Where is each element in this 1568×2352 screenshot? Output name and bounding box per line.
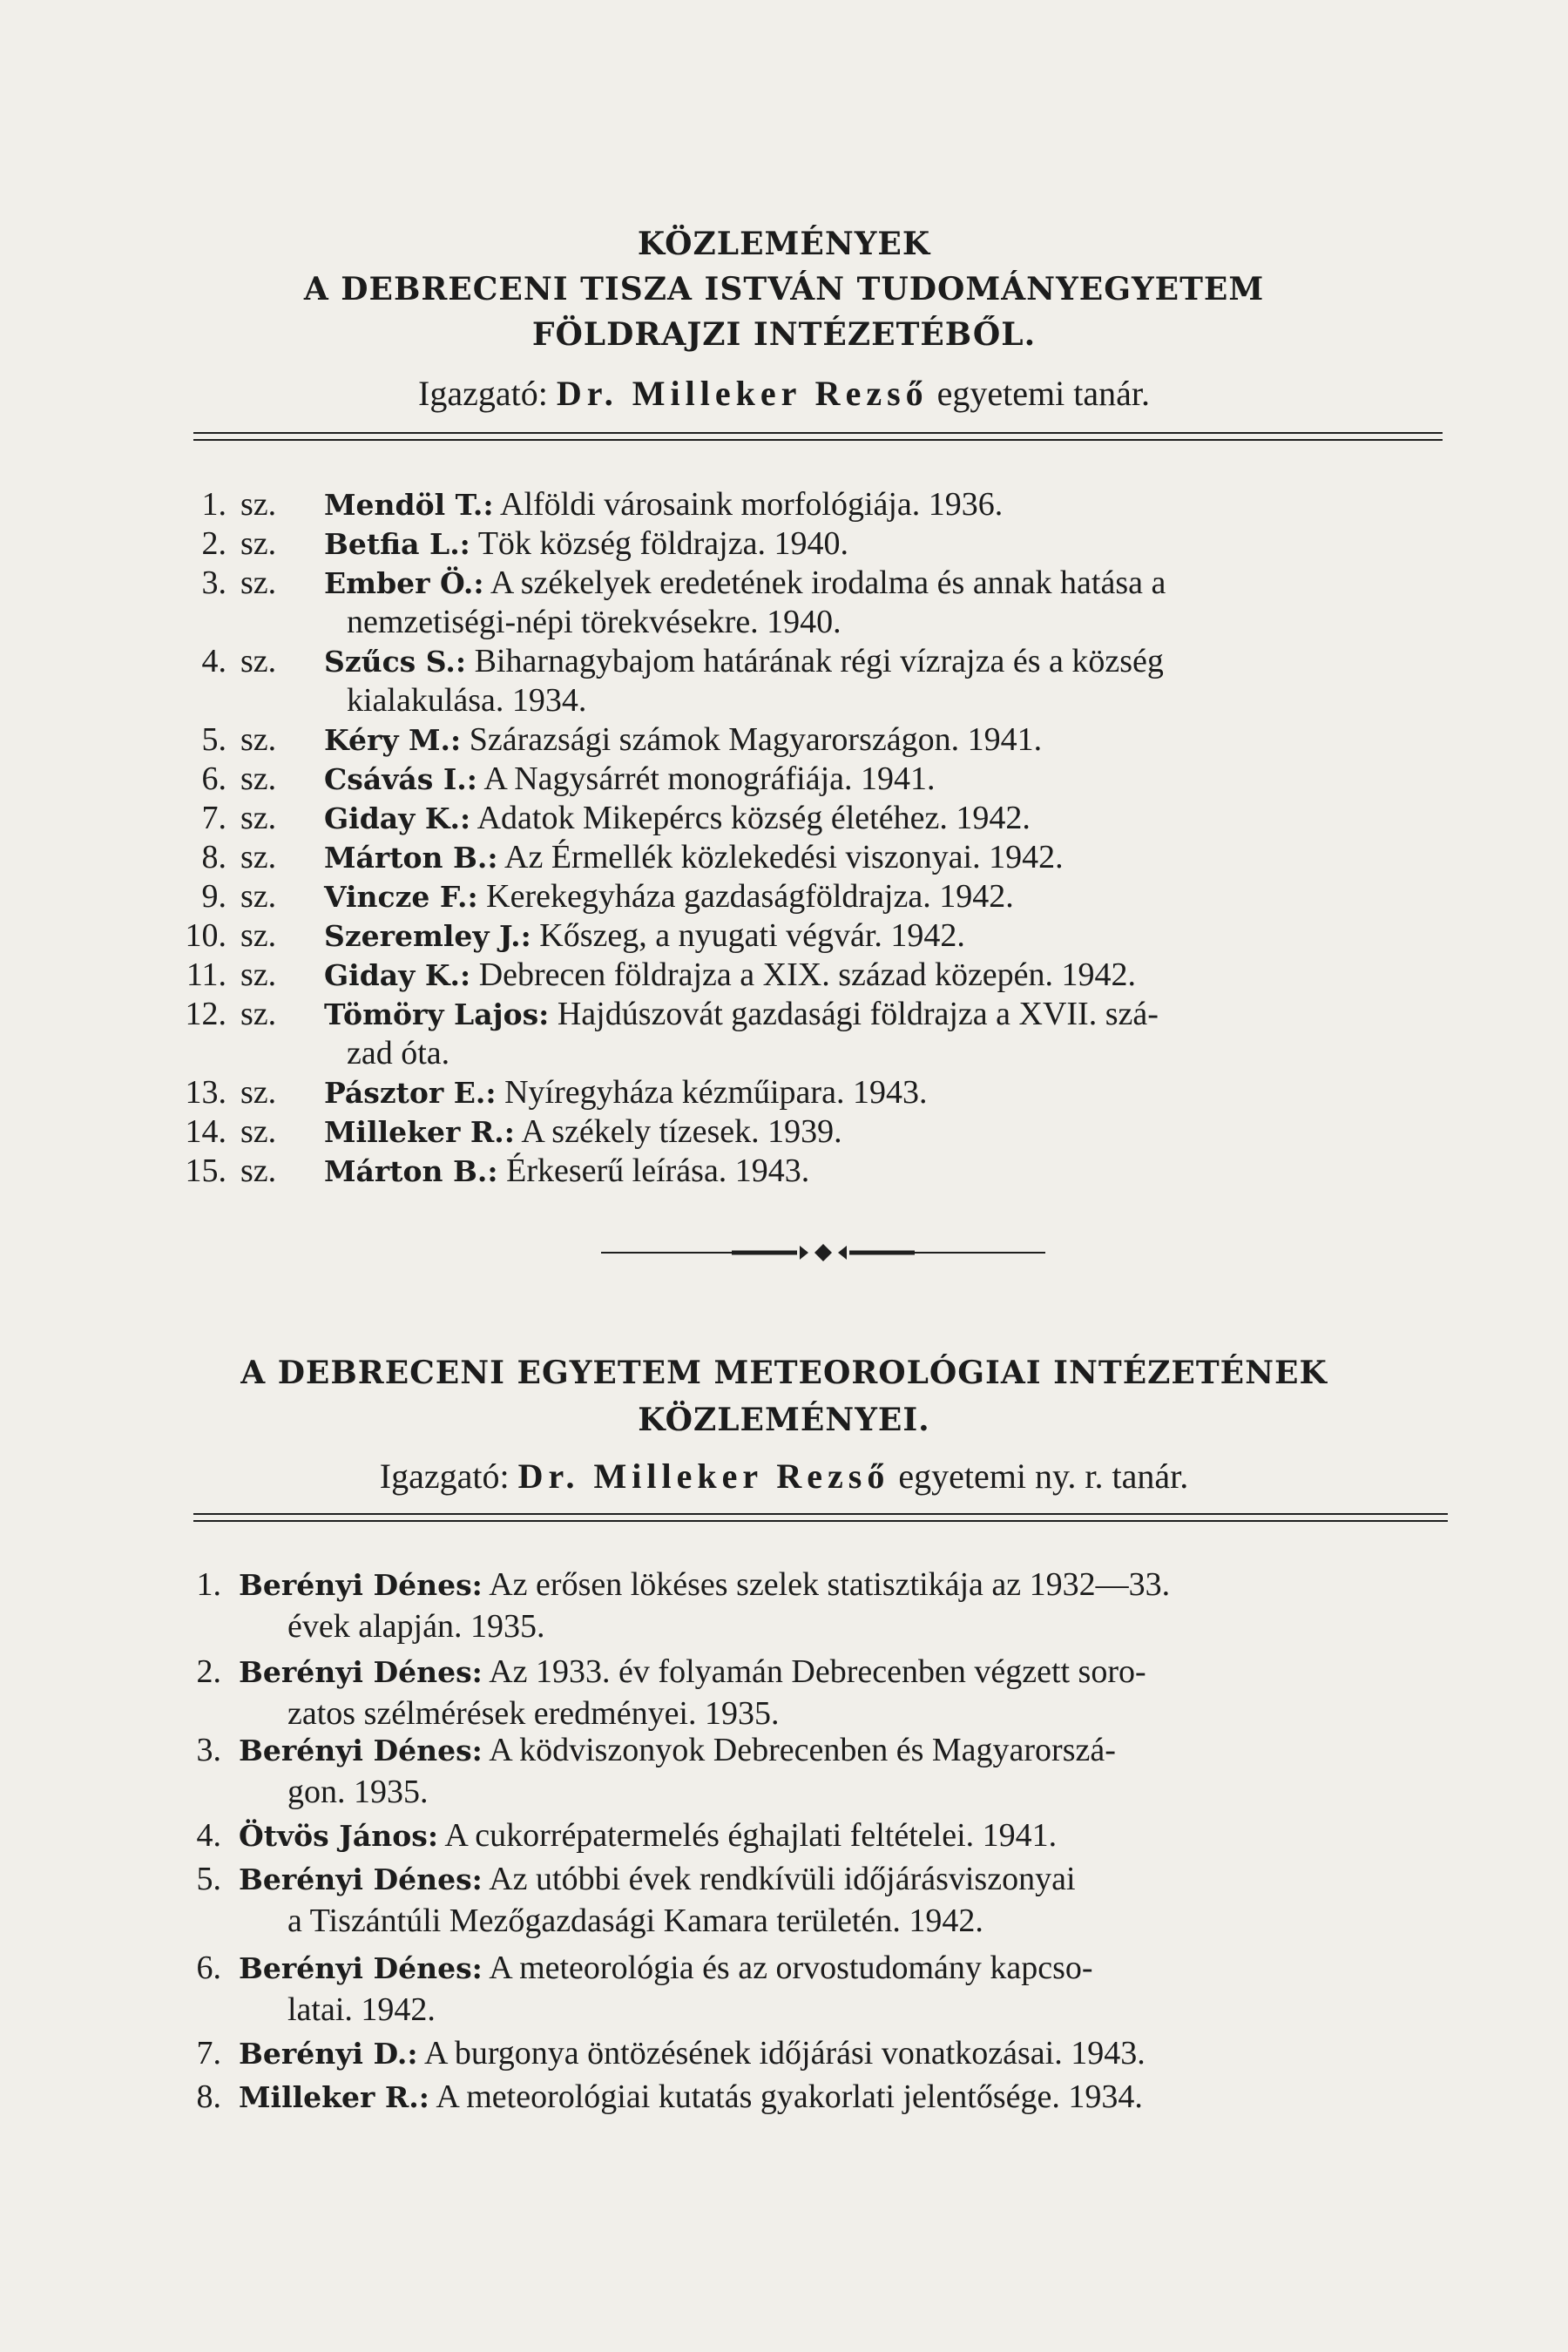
item-series-label: sz. [240,486,277,523]
item-title: Nyíregyháza kézműipara. 1943. [504,1074,928,1111]
section2-title-line1: A DEBRECENI EGYETEM METEOROLÓGIAI INTÉZETÉNEK [240,1355,1328,1391]
item-number: 9. [201,878,226,915]
section1-director [0,376,1568,411]
item-series-label: sz. [240,996,277,1032]
item-author: Mendöl T.: [324,488,494,522]
director-title: egyetemi ny. r. tanár. [898,1456,1189,1496]
item-title: Kőszeg, a nyugati végvár. 1942. [539,917,965,954]
item-author: Szeremley J.: [324,919,531,953]
item-number: 14. [185,1113,226,1150]
item-title: Debrecen földrajza a XIX. század közepén. 1942. [478,956,1137,993]
item-author: Ötvös János: [239,1819,439,1853]
item-author: Márton B.: [324,1154,498,1188]
item-title: A ködviszonyok Debrecenben és Magyarorszá- [489,1732,1116,1768]
item-title: Alföldi városaink morfológiája. 1936. [500,486,1004,523]
item-number: 8. [201,839,226,875]
item-number: 10. [185,917,226,954]
item-entry [239,1734,1116,1767]
item-author: Betfia L.: [324,527,470,561]
director-name: Dr. Milleker Rezső [517,1456,890,1496]
item-author: Giday K.: [324,958,471,992]
item-entry [324,1076,927,1109]
item-author: Ember Ö.: [324,566,484,600]
item-number: 4. [196,1817,221,1854]
item-author: Pásztor E.: [324,1076,497,1110]
item-entry [324,762,936,795]
item-title: Tök község földrajza. 1940. [477,525,848,562]
item-entry [324,919,965,952]
item-number: 15. [185,1152,226,1189]
director-label: Igazgató: [379,1456,510,1496]
item-title: A Nagysárrét monográfiája. 1941. [483,760,936,797]
item-series-label: sz. [240,760,277,797]
section1-title-line3: FÖLDRAJZI INTÉZETÉBŐL. [531,316,1037,353]
item-series-label: sz. [240,564,277,601]
item-title: A burgonya öntözésének időjárási vonatkozásai. 1943. [423,2035,1146,2072]
item-author: Csávás I.: [324,762,477,796]
item-series-label: sz. [240,878,277,915]
item-title: Kerekegyháza gazdaságföldrajza. 1942. [486,878,1014,915]
item-author: Tömöry Lajos: [324,997,550,1031]
item-author: Berényi Dénes: [239,1568,483,1602]
item-continuation: kialakulása. 1934. [347,682,587,719]
item-series-label: sz. [240,643,277,679]
director-name: Dr. Milleker Rezső [556,374,929,413]
item-title: Az utóbbi évek rendkívüli időjárásviszonyai [489,1861,1076,1897]
item-continuation: zatos szélmérések eredményei. 1935. [287,1695,780,1732]
item-entry [239,1862,1076,1896]
item-series-label: sz. [240,800,277,836]
item-series-label: sz. [240,956,277,993]
item-title: A meteorológia és az orvostudomány kapcso- [489,1950,1093,1986]
item-entry [239,1655,1146,1688]
item-series-label: sz. [240,1113,277,1150]
item-entry [239,2080,1143,2113]
item-title: Érkeserű leírása. 1943. [506,1152,810,1189]
item-series-label: sz. [240,917,277,954]
section2-rule-bottom [193,1520,1448,1522]
item-number: 2. [196,1653,221,1690]
item-number: 3. [196,1732,221,1768]
item-series-label: sz. [240,1152,277,1189]
item-number: 6. [196,1950,221,1986]
item-number: 7. [201,800,226,836]
item-entry [324,880,1014,913]
item-number: 12. [185,996,226,1032]
item-number: 13. [185,1074,226,1111]
item-series-label: sz. [240,839,277,875]
item-entry [239,1951,1093,1984]
item-entry [239,1568,1170,1601]
item-author: Szűcs S.: [324,645,467,679]
item-title: A meteorológiai kutatás gyakorlati jelentősége. 1934. [436,2078,1143,2115]
director-title: egyetemi tanár. [936,374,1150,413]
item-entry [324,527,848,560]
item-entry [324,723,1042,756]
item-entry [324,841,1064,874]
item-entry [324,1154,809,1187]
section2-rule-top [193,1513,1448,1515]
item-continuation: latai. 1942. [287,1991,436,2028]
section1-title-line2: A DEBRECENI TISZA ISTVÁN TUDOMÁNYEGYETEM [303,271,1265,308]
section2-title-line2: KÖZLEMÉNYEI. [638,1402,930,1438]
item-number: 7. [196,2035,221,2072]
item-title: A székely tízesek. 1939. [521,1113,842,1150]
item-author: Berényi Dénes: [239,1734,483,1767]
item-entry [324,645,1164,678]
item-author: Berényi Dénes: [239,1655,483,1689]
item-continuation: nemzetiségi-népi törekvésekre. 1940. [347,604,841,640]
item-entry [324,566,1166,599]
item-title: Az Érmellék közlekedési viszonyai. 1942. [504,839,1064,875]
item-entry [239,2037,1146,2070]
item-series-label: sz. [240,1074,277,1111]
item-continuation: a Tiszántúli Mezőgazdasági Kamara területén. 1942. [287,1903,983,1939]
item-author: Berényi D.: [239,2037,418,2071]
item-title: Hajdúszovát gazdasági földrajza a XVII. szá- [557,996,1159,1032]
item-series-label: sz. [240,525,277,562]
section2-director [0,1456,1568,1496]
item-author: Milleker R.: [324,1115,515,1149]
item-entry [324,958,1136,991]
item-title: Az erősen lökéses szelek statisztikája az 1932—33. [489,1566,1171,1603]
item-continuation: gon. 1935. [287,1774,429,1810]
item-number: 5. [196,1861,221,1897]
item-number: 5. [201,721,226,758]
item-title: Az 1933. év folyamán Debrecenben végzett soro- [489,1653,1146,1690]
section1-rule-bottom [193,439,1443,441]
item-entry [324,801,1031,835]
item-series-label: sz. [240,721,277,758]
item-title: Szárazsági számok Magyarországon. 1941. [469,721,1043,758]
item-number: 6. [201,760,226,797]
item-number: 1. [201,486,226,523]
item-entry [324,997,1159,1031]
item-number: 8. [196,2078,221,2115]
item-number: 2. [201,525,226,562]
item-title: A székelyek eredetének irodalma és annak hatása a [490,564,1166,601]
item-author: Berényi Dénes: [239,1862,483,1896]
item-number: 4. [201,643,226,679]
ornament-divider-icon [601,1235,1045,1270]
item-title: Biharnagybajom határának régi vízrajza és a község [474,643,1164,679]
item-title: Adatok Mikepércs község életéhez. 1942. [476,800,1031,836]
item-entry [324,1115,842,1148]
item-title: A cukorrépatermelés éghajlati feltételei. 1941. [444,1817,1058,1854]
item-author: Vincze F.: [324,880,478,914]
section1-rule-top [193,432,1443,434]
item-author: Kéry M.: [324,723,462,757]
item-continuation: zad óta. [347,1035,450,1071]
item-number: 11. [186,956,226,993]
item-entry [324,488,1003,521]
item-number: 1. [196,1566,221,1603]
item-number: 3. [201,564,226,601]
director-label: Igazgató: [418,374,548,413]
item-author: Milleker R.: [239,2080,429,2114]
item-entry [239,1819,1057,1852]
item-author: Márton B.: [324,841,498,875]
item-continuation: évek alapján. 1935. [287,1608,545,1645]
item-author: Giday K.: [324,801,471,835]
section1-title-line1: KÖZLEMÉNYEK [637,226,931,262]
item-author: Berényi Dénes: [239,1951,483,1985]
